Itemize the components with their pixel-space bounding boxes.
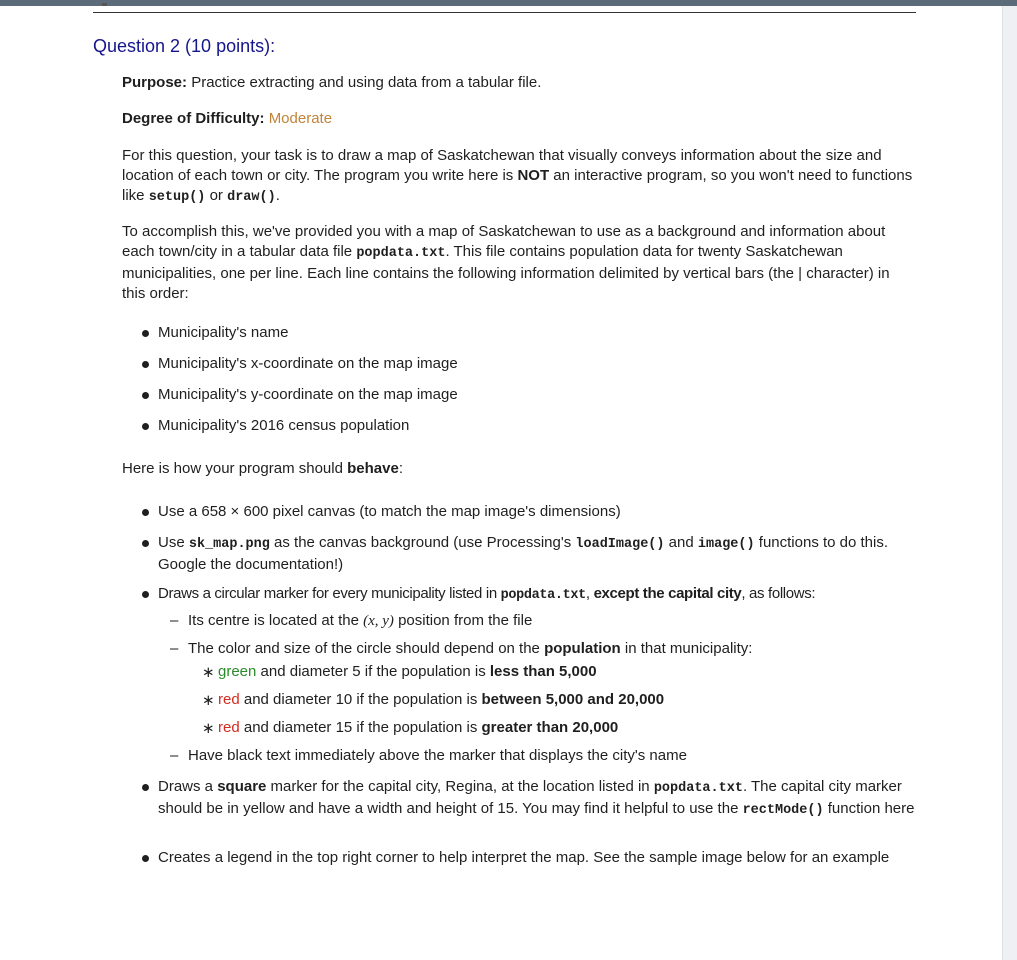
b2-text-3: and bbox=[664, 534, 698, 551]
s1-text-1: Its centre is located at the bbox=[188, 612, 364, 629]
intro-text-1: For this question, your task is to draw a map of Saskatchewan that visually conveys information about the size and location of each town or city. The program you write here is bbox=[122, 147, 882, 184]
code-popdata: popdata.txt bbox=[356, 246, 446, 261]
s1-text-2: position from the file bbox=[393, 612, 533, 629]
r2-text: and diameter 10 if the population is bbox=[239, 691, 482, 708]
r2-bold: between 5,000 and 20,000 bbox=[481, 691, 665, 708]
square-marker-item bbox=[140, 777, 917, 848]
difficulty-value: Moderate bbox=[268, 110, 333, 127]
dash-bullet: – bbox=[170, 747, 179, 764]
purpose-line bbox=[122, 73, 917, 93]
b3-text-1: Draws a circular marker for every municipality listed in bbox=[158, 585, 501, 602]
intro-end: . bbox=[275, 187, 280, 204]
rule-large bbox=[202, 718, 917, 738]
canvas-item: Use a 658 × 600 pixel canvas (to match the map image's dimensions) bbox=[140, 502, 917, 533]
intro-not: NOT bbox=[517, 167, 550, 184]
s2-bold: population bbox=[544, 640, 621, 657]
r1-bold: less than 5,000 bbox=[489, 663, 597, 680]
code-draw: draw() bbox=[227, 190, 276, 205]
b3-text-3: , as follows: bbox=[741, 585, 816, 602]
sub-item-centre bbox=[170, 611, 915, 631]
b3-bold: except the capital city bbox=[593, 585, 742, 602]
b4-text-3: . The capital city marker should be in yellow and have a width and height of 15. You may find it helpful to use the bbox=[158, 778, 902, 817]
s2-text-2: in that municipality: bbox=[620, 640, 753, 657]
r3-bold: greater than 20,000 bbox=[481, 719, 619, 736]
intro-paragraph bbox=[122, 146, 917, 208]
sub-item-label bbox=[170, 746, 915, 766]
r1-text: and diameter 5 if the population is bbox=[256, 663, 490, 680]
scrollbar-track[interactable] bbox=[1002, 6, 1017, 960]
list-item: Municipality's 2016 census population bbox=[140, 416, 917, 447]
dash-bullet: – bbox=[170, 612, 179, 629]
list-item: Municipality's x-coordinate on the map image bbox=[140, 354, 917, 385]
list-item: Municipality's y-coordinate on the map image bbox=[140, 385, 917, 416]
b4-text-4: function here bbox=[823, 800, 915, 817]
behave-bold: behave bbox=[347, 460, 399, 477]
b4-text-1: Draws a bbox=[158, 778, 218, 795]
code-image: image() bbox=[697, 537, 755, 552]
rule-medium bbox=[202, 690, 917, 710]
color-red: red bbox=[218, 691, 240, 708]
top-divider bbox=[93, 12, 916, 13]
background-item bbox=[140, 533, 917, 584]
intro-text-2: an interactive program, so you won't need to functions like bbox=[122, 167, 913, 204]
b2-text-1: Use bbox=[158, 534, 189, 551]
difficulty-line bbox=[122, 109, 917, 129]
behave-line bbox=[122, 459, 917, 479]
sub-item-color-size bbox=[170, 639, 915, 659]
code-loadimage: loadImage() bbox=[575, 537, 665, 552]
legend-item: Creates a legend in the top right corner to help interpret the map. See the sample image below for an example bbox=[140, 848, 917, 888]
s3-text: Have black text immediately above the marker that displays the city's name bbox=[188, 747, 687, 764]
list-item: Municipality's name bbox=[140, 323, 917, 354]
behave-text-1: Here is how your program should bbox=[122, 460, 348, 477]
field-list bbox=[140, 323, 917, 447]
b2-text-4: functions to do this. Google the documentation!) bbox=[158, 534, 889, 573]
star-bullet: ∗ bbox=[202, 692, 215, 709]
window-top-bar bbox=[0, 0, 1017, 6]
r3-text: and diameter 15 if the population is bbox=[239, 719, 482, 736]
code-popdata: popdata.txt bbox=[653, 781, 743, 796]
code-rectmode: rectMode() bbox=[742, 803, 824, 818]
dash-bullet: – bbox=[170, 640, 179, 657]
intro-or: or bbox=[205, 187, 228, 204]
b3-text-2: , bbox=[585, 585, 594, 602]
b4-text-2: marker for the capital city, Regina, at the location listed in bbox=[266, 778, 654, 795]
star-bullet: ∗ bbox=[202, 664, 215, 681]
b2-text-2: as the canvas background (use Processing's bbox=[269, 534, 576, 551]
b4-bold: square bbox=[217, 778, 267, 795]
data-paragraph bbox=[122, 222, 917, 304]
decoration-mark bbox=[102, 3, 107, 6]
purpose-text: Practice extracting and using data from a tabular file. bbox=[191, 74, 542, 91]
star-bullet: ∗ bbox=[202, 720, 215, 737]
color-red: red bbox=[218, 719, 240, 736]
difficulty-label: Degree of Difficulty: bbox=[122, 110, 265, 127]
code-sk-map: sk_map.png bbox=[188, 537, 270, 552]
s2-text-1: The color and size of the circle should depend on the bbox=[188, 640, 545, 657]
rule-small bbox=[202, 662, 917, 682]
question-title: Question 2 (10 points): bbox=[93, 36, 276, 56]
para2-text-1: To accomplish this, we've provided you with a map of Saskatchewan to use as a background and information about each town/city in a tabular data file bbox=[122, 223, 886, 260]
code-setup: setup() bbox=[148, 190, 206, 205]
color-green: green bbox=[218, 663, 257, 680]
behave-text-2: : bbox=[398, 460, 403, 477]
xy-math: (x, y) bbox=[363, 613, 394, 629]
purpose-label: Purpose: bbox=[122, 74, 188, 91]
para2-text-2: . This file contains population data for twenty Saskatchewan municipalities, one per line. Each line contains the following information delimited by vertical bars (the | character) in this order: bbox=[122, 243, 890, 302]
code-popdata: popdata.txt bbox=[500, 588, 586, 603]
